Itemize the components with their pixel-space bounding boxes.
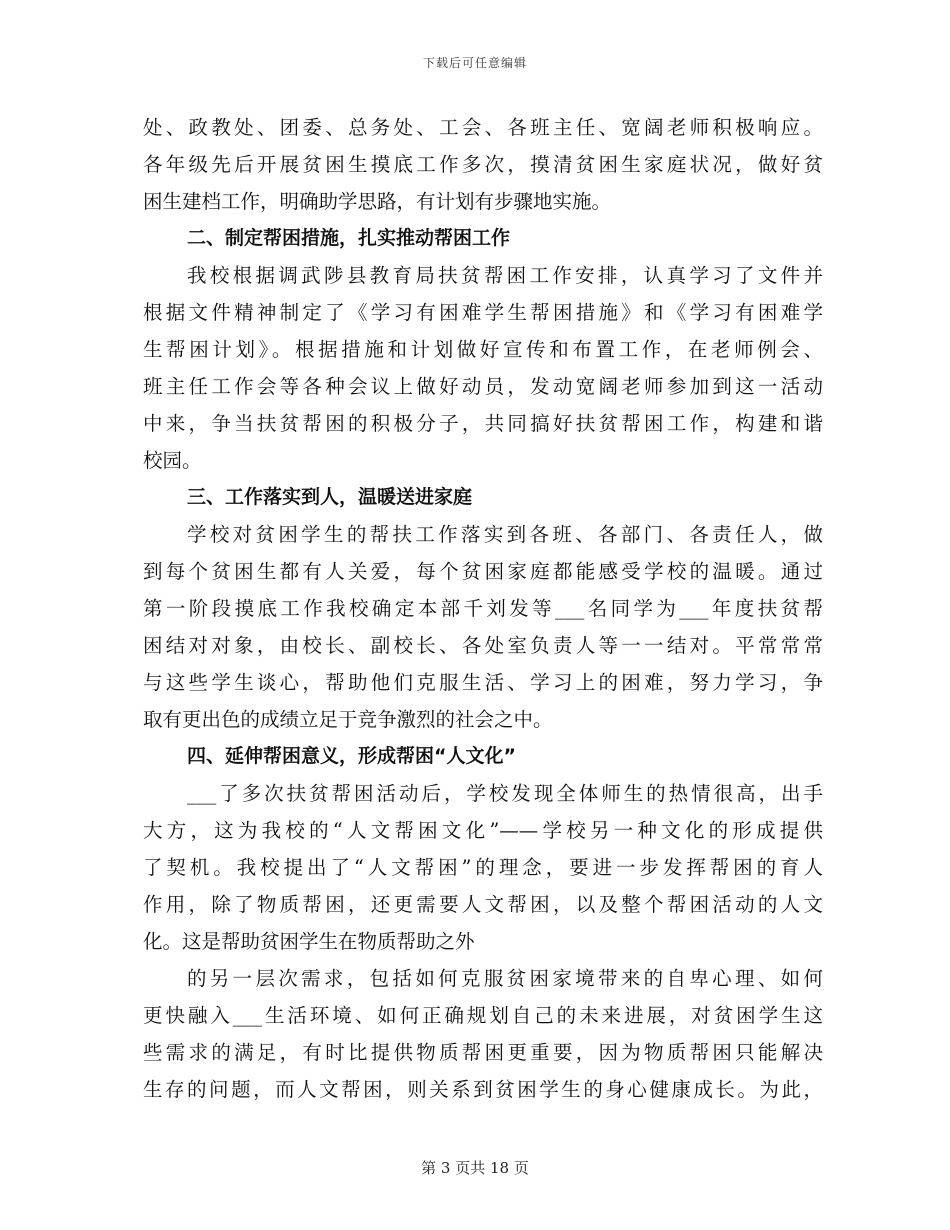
paragraph-line: 生存的问题，而人文帮困，则关系到贫困学生的身心健康成长。为此， (143, 1078, 823, 1101)
paragraph-line: ___了多次扶贫帮困活动后，学校发现全体师生的热情很高，出手 (187, 782, 823, 805)
paragraph-line: 中来，争当扶贫帮困的积极分子，共同搞好扶贫帮困工作，构建和谐 (143, 412, 823, 435)
paragraph-line: 生帮困计划》。根据措施和计划做好宣传和布置工作，在老师例会、 (143, 338, 823, 361)
paragraph-line: 的另一层次需求，包括如何克服贫困家境带来的自卑心理、如何 (187, 967, 823, 990)
paragraph-line: 更快融入___生活环境、如何正确规划自己的未来进展，对贫困学生这 (143, 1004, 823, 1027)
paragraph-line: 第一阶段摸底工作我校确定本部千刘发等___名同学为___年度扶贫帮 (143, 597, 823, 620)
paragraph-line: 些需求的满足，有时比提供物质帮困更重要，因为物质帮困只能解决 (143, 1041, 823, 1064)
paragraph-line: 困结对对象，由校长、副校长、各处室负责人等一一结对。平常常常 (143, 634, 823, 657)
paragraph-line: 根据文件精神制定了《学习有困难学生帮困措施》和《学习有困难学 (143, 301, 823, 324)
paragraph-line: 困生建档工作，明确助学思路，有计划有步骤地实施。 (143, 190, 612, 213)
paragraph-line: 各年级先后开展贫困生摸底工作多次，摸清贫困生家庭状况，做好贫 (143, 153, 823, 176)
paragraph-line: 作用，除了物质帮困，还更需要人文帮困，以及整个帮困活动的人文 (143, 893, 823, 916)
paragraph-line: 处、政教处、团委、总务处、工会、各班主任、宽阔老师积极响应。 (143, 116, 823, 139)
page-footer: 第 3 页共 18 页 (421, 1159, 529, 1177)
paragraph-line: 大方，这为我校的“人文帮困文化”——学校另一种文化的形成提供 (143, 819, 823, 842)
paragraph-line: 与这些学生谈心，帮助他们克服生活、学习上的困难，努力学习，争 (143, 671, 823, 694)
paragraph-line: 到每个贫困生都有人关爱，每个贫困家庭都能感受学校的温暖。通过 (143, 560, 823, 583)
paragraph-line: 学校对贫困学生的帮扶工作落实到各班、各部门、各责任人，做 (187, 523, 823, 546)
page-header: 下载后可任意编辑 (422, 56, 527, 70)
document-body (143, 109, 823, 1108)
section-heading: 四、延伸帮困意义，形成帮困“人文化” (187, 745, 516, 767)
paragraph-line: 取有更出色的成绩立足于竞争激烈的社会之中。 (143, 708, 553, 731)
paragraph-line: 了契机。我校提出了“人文帮困”的理念，要进一步发挥帮困的育人 (143, 856, 823, 879)
paragraph-line: 化。这是帮助贫困学生在物质帮助之外 (143, 930, 475, 953)
paragraph-line: 校园。 (143, 449, 202, 472)
section-heading: 三、工作落实到人，温暖送进家庭 (187, 486, 473, 508)
section-heading: 二、制定帮困措施，扎实推动帮困工作 (187, 227, 511, 249)
paragraph-line: 我校根据调武陟县教育局扶贫帮困工作安排，认真学习了文件并 (187, 264, 823, 287)
paragraph-line: 班主任工作会等各种会议上做好动员，发动宽阔老师参加到这一活动 (143, 375, 823, 398)
